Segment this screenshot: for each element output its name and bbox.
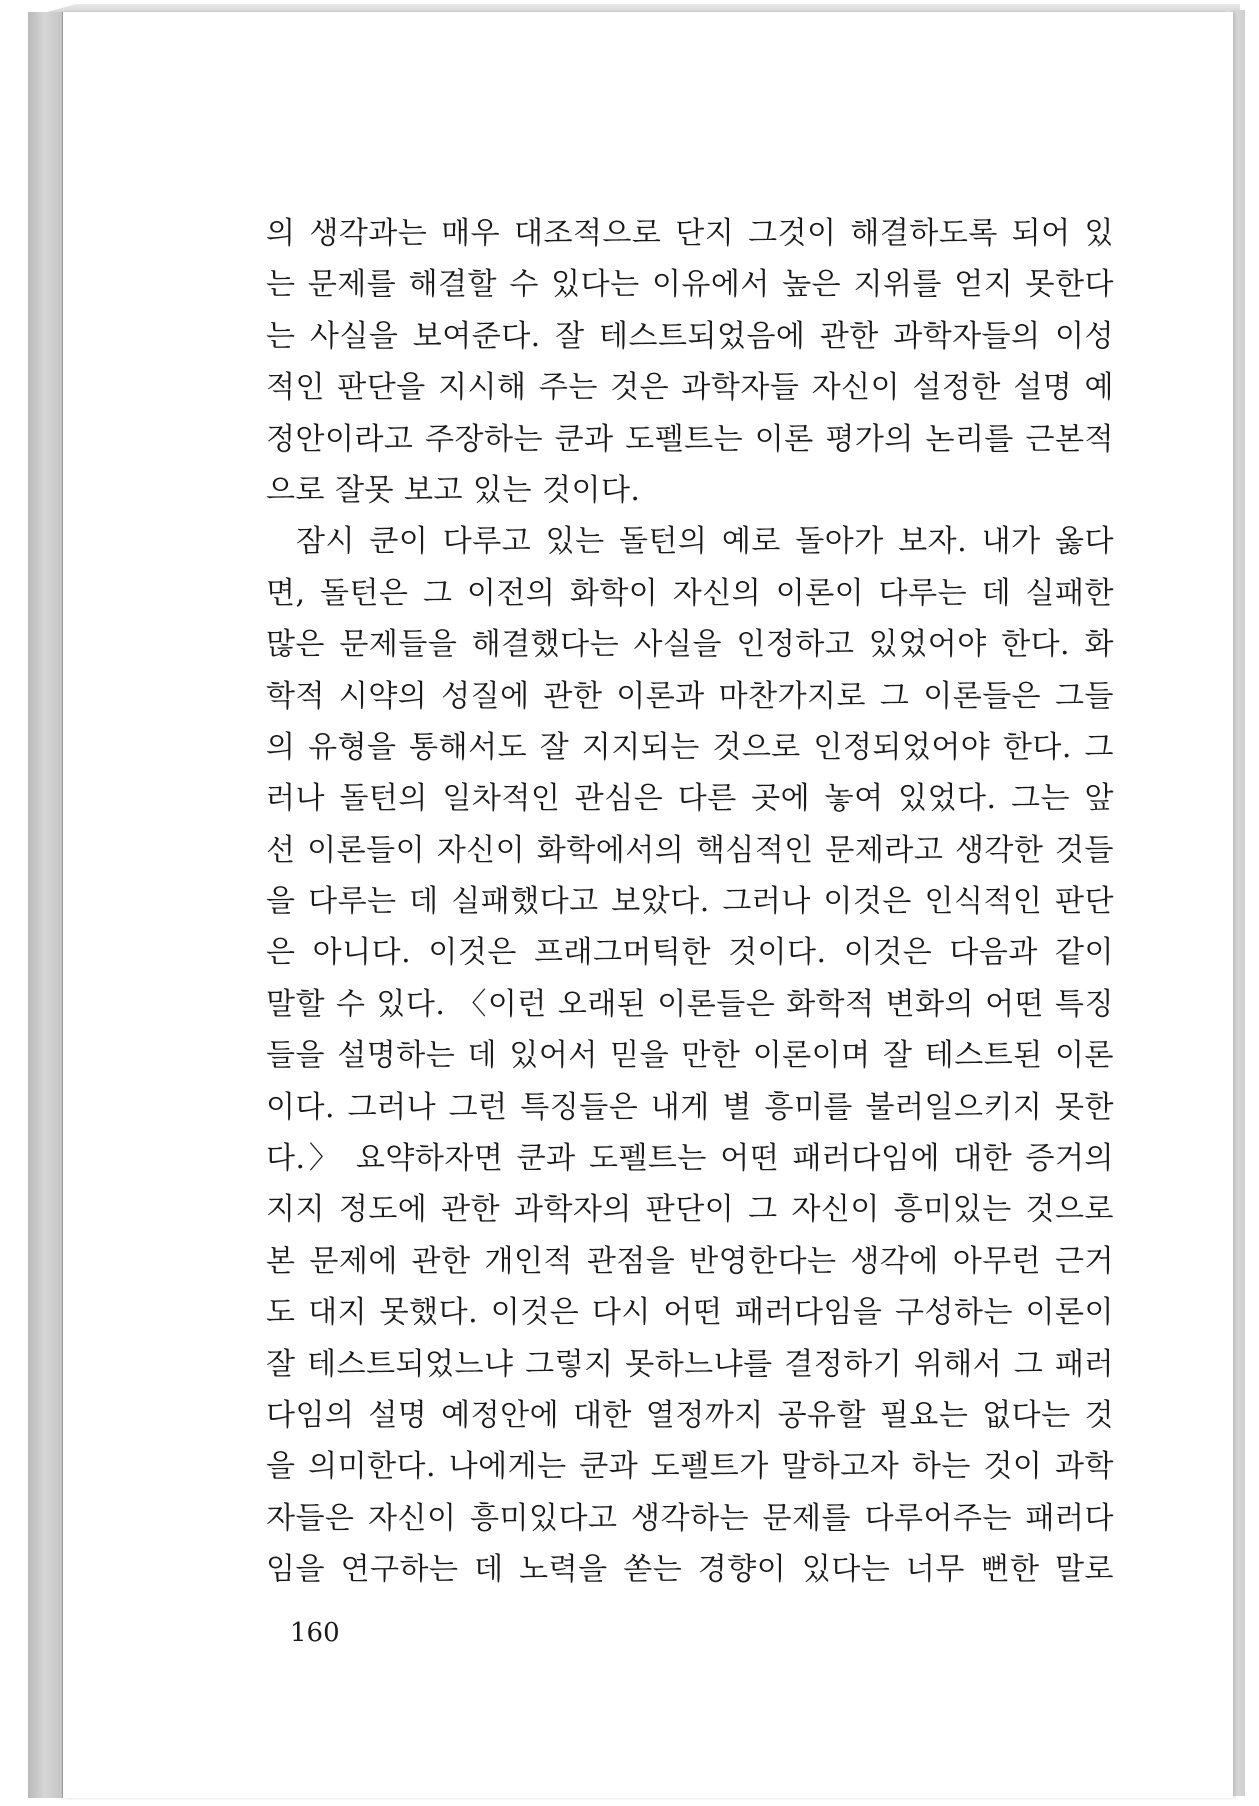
text-line: 잠시 쿤이 다루고 있는 돌턴의 예로 돌아가 보자. 내가 옳다 bbox=[296, 524, 1114, 560]
text-line: 면, 돌턴은 그 이전의 화학이 자신의 이론이 다루는 데 실패한 bbox=[266, 575, 1114, 611]
text-line: 도 대지 못했다. 이것은 다시 어떤 패러다임을 구성하는 이론이 bbox=[266, 1295, 1114, 1331]
text-line: 는 문제를 해결할 수 있다는 이유에서 높은 지위를 얻지 못한다 bbox=[266, 267, 1114, 303]
text-line: 을 의미한다. 나에게는 쿤과 도펠트가 말하고자 하는 것이 과학 bbox=[266, 1449, 1114, 1485]
text-line: 선 이론들이 자신이 화학에서의 핵심적인 문제라고 생각한 것들 bbox=[266, 832, 1114, 868]
text-line: 의 생각과는 매우 대조적으로 단지 그것이 해결하도록 되어 있 bbox=[266, 216, 1114, 251]
text-line: 본 문제에 관한 개인적 관점을 반영한다는 생각에 아무런 근거 bbox=[266, 1243, 1114, 1279]
text-line: 정안이라고 주장하는 쿤과 도펠트는 이론 평가의 논리를 근본적 bbox=[266, 421, 1114, 457]
text-line: 다.〉 요약하자면 쿤과 도펠트는 어떤 패러다임에 대한 증거의 bbox=[266, 1141, 1114, 1177]
text-line: 다임의 설명 예정안에 대한 열정까지 공유할 필요는 없다는 것 bbox=[266, 1397, 1114, 1433]
text-line: 으로 잘못 보고 있는 것이다. bbox=[266, 472, 641, 508]
text-line: 자들은 자신이 흥미있다고 생각하는 문제를 다루어주는 패러다 bbox=[266, 1500, 1114, 1536]
text-line: 학적 시약의 성질에 관한 이론과 마찬가지로 그 이론들은 그들 bbox=[266, 678, 1114, 714]
book-spine bbox=[28, 12, 64, 1798]
text-line: 말할 수 있다. 〈이런 오래된 이론들은 화학적 변화의 어떤 특징 bbox=[266, 986, 1114, 1022]
text-line: 잘 테스트되었느냐 그렇지 못하느냐를 결정하기 위해서 그 패러 bbox=[266, 1346, 1114, 1382]
text-line: 적인 판단을 지시해 주는 것은 과학자들 자신이 설정한 설명 예 bbox=[266, 370, 1114, 406]
body-text bbox=[266, 208, 1114, 1596]
text-line: 은 아니다. 이것은 프래그머틱한 것이다. 이것은 다음과 같이 bbox=[266, 935, 1114, 971]
text-line: 는 사실을 보여준다. 잘 테스트되었음에 관한 과학자들의 이성 bbox=[266, 318, 1114, 354]
page-number: 160 bbox=[290, 1618, 340, 1648]
paragraph bbox=[266, 516, 1114, 1595]
text-line: 을 다루는 데 실패했다고 보았다. 그러나 이것은 인식적인 판단 bbox=[266, 884, 1114, 920]
text-line: 러나 돌턴의 일차적인 관심은 다른 곳에 놓여 있었다. 그는 앞 bbox=[266, 781, 1114, 817]
text-line: 이다. 그러나 그런 특징들은 내게 별 흥미를 불러일으키지 못한 bbox=[266, 1089, 1114, 1125]
text-line: 많은 문제들을 해결했다는 사실을 인정하고 있었어야 한다. 화 bbox=[266, 627, 1114, 663]
paragraph bbox=[266, 208, 1114, 516]
text-line: 의 유형을 통해서도 잘 지지되는 것으로 인정되었어야 한다. 그 bbox=[266, 729, 1114, 765]
text-line: 지지 정도에 관한 과학자의 판단이 그 자신이 흥미있는 것으로 bbox=[266, 1192, 1114, 1228]
text-line: 임을 연구하는 데 노력을 쏟는 경향이 있다는 너무 뻔한 말로 bbox=[266, 1552, 1114, 1588]
text-line: 들을 설명하는 데 있어서 믿을 만한 이론이며 잘 테스트된 이론 bbox=[266, 1038, 1114, 1074]
